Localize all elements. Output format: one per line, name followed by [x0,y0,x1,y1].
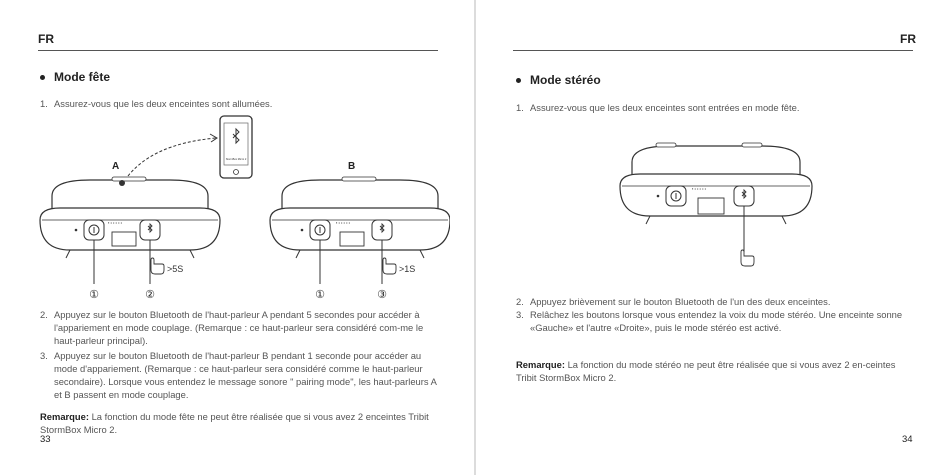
page-number: 34 [902,434,913,445]
callout-number: ① [315,289,325,301]
note [40,410,444,436]
hand-press-icon [383,258,396,274]
speaker-b-label: B [348,161,356,172]
stereo-mode-illustration [616,140,816,275]
party-mode-illustration [30,108,450,304]
hold-duration-b: >1S [399,264,416,274]
step-2 [40,308,442,347]
hand-press-icon [741,250,754,266]
page-number: 33 [40,434,51,445]
step-text: Assurez-vous que les deux enceintes sont entrées en mode fête. [530,102,800,113]
step-text: Relâchez les boutons lorsque vous entendez la voix du mode stéréo. Une enceinte sonne «Gauche» et l'autre «Droite», puis le mode stéréo est activé. [530,309,903,333]
svg-text:▪ • • • • •: ▪ • • • • • [336,220,350,225]
step-text: Appuyez brièvement sur le bouton Bluetooth de l'un des deux enceintes. [530,296,831,307]
svg-text:▪ • • • • •: ▪ • • • • • [692,186,706,191]
hold-duration-a: >5S [167,264,184,274]
step-3 [516,308,916,334]
note [516,358,906,384]
section-title [516,73,601,87]
note-label: Remarque: [40,411,89,422]
step-number: 2. [40,309,48,320]
speaker-a [40,177,220,258]
note-label: Remarque: [516,359,565,370]
speaker [620,143,812,224]
note-text: La fonction du mode fête ne peut être réalisée que si vous avez 2 enceintes Tribit StormBox Micro 2. [40,411,429,435]
bullet-icon [516,78,521,83]
step-3 [40,349,442,401]
step-number: 1. [516,102,524,113]
phone-icon [220,116,252,178]
speaker-a-label: A [112,161,120,172]
section-title [40,70,110,84]
dashed-arrow [125,138,216,180]
step-1 [516,101,916,114]
header-rule [513,50,913,51]
hand-press-icon [151,258,164,274]
callout-number: ① [89,289,99,301]
speaker-b [270,177,450,258]
page-left [0,0,474,475]
phone-screen-label: StormBox Micro 2 [225,158,247,161]
header-rule [38,50,438,51]
bullet-icon [40,75,45,80]
page-right [476,0,950,475]
language-label: FR [900,32,916,46]
step-number: 3. [40,350,48,361]
step-text: Appuyez sur le bouton Bluetooth de l'haut-parleur B pendant 1 seconde pour accéder au mode d'appariement. (Remarque : ce haut-parleur sera considéré comme le haut-parleur secondaire). Lorsque vous entendez le message sonore " pairing mode", les haut-parleurs A et B passent en mode couplage. [54,350,437,400]
callout-number: ③ [377,289,387,301]
step-text: Appuyez sur le bouton Bluetooth de l'haut-parleur A pendant 5 secondes pour accéder à l'appariement en mode couplage. (Remarque : ce haut-parleur sera considéré com-me le haut-parleur principal). [54,309,424,346]
step-number: 2. [516,296,524,307]
callout-number: ② [145,289,155,301]
step-2 [516,295,916,308]
section-title-text: Mode fête [54,70,111,84]
svg-text:▪ • • • • •: ▪ • • • • • [108,220,122,225]
language-label: FR [38,32,54,46]
step-number: 1. [40,98,48,109]
step-text: Assurez-vous que les deux enceintes sont allumées. [54,98,273,109]
note-text: La fonction du mode stéréo ne peut être réalisée que si vous avez 2 en-ceintes Tribit StormBox Micro 2. [516,359,896,383]
step-number: 3. [516,309,524,320]
section-title-text: Mode stéréo [530,73,601,87]
